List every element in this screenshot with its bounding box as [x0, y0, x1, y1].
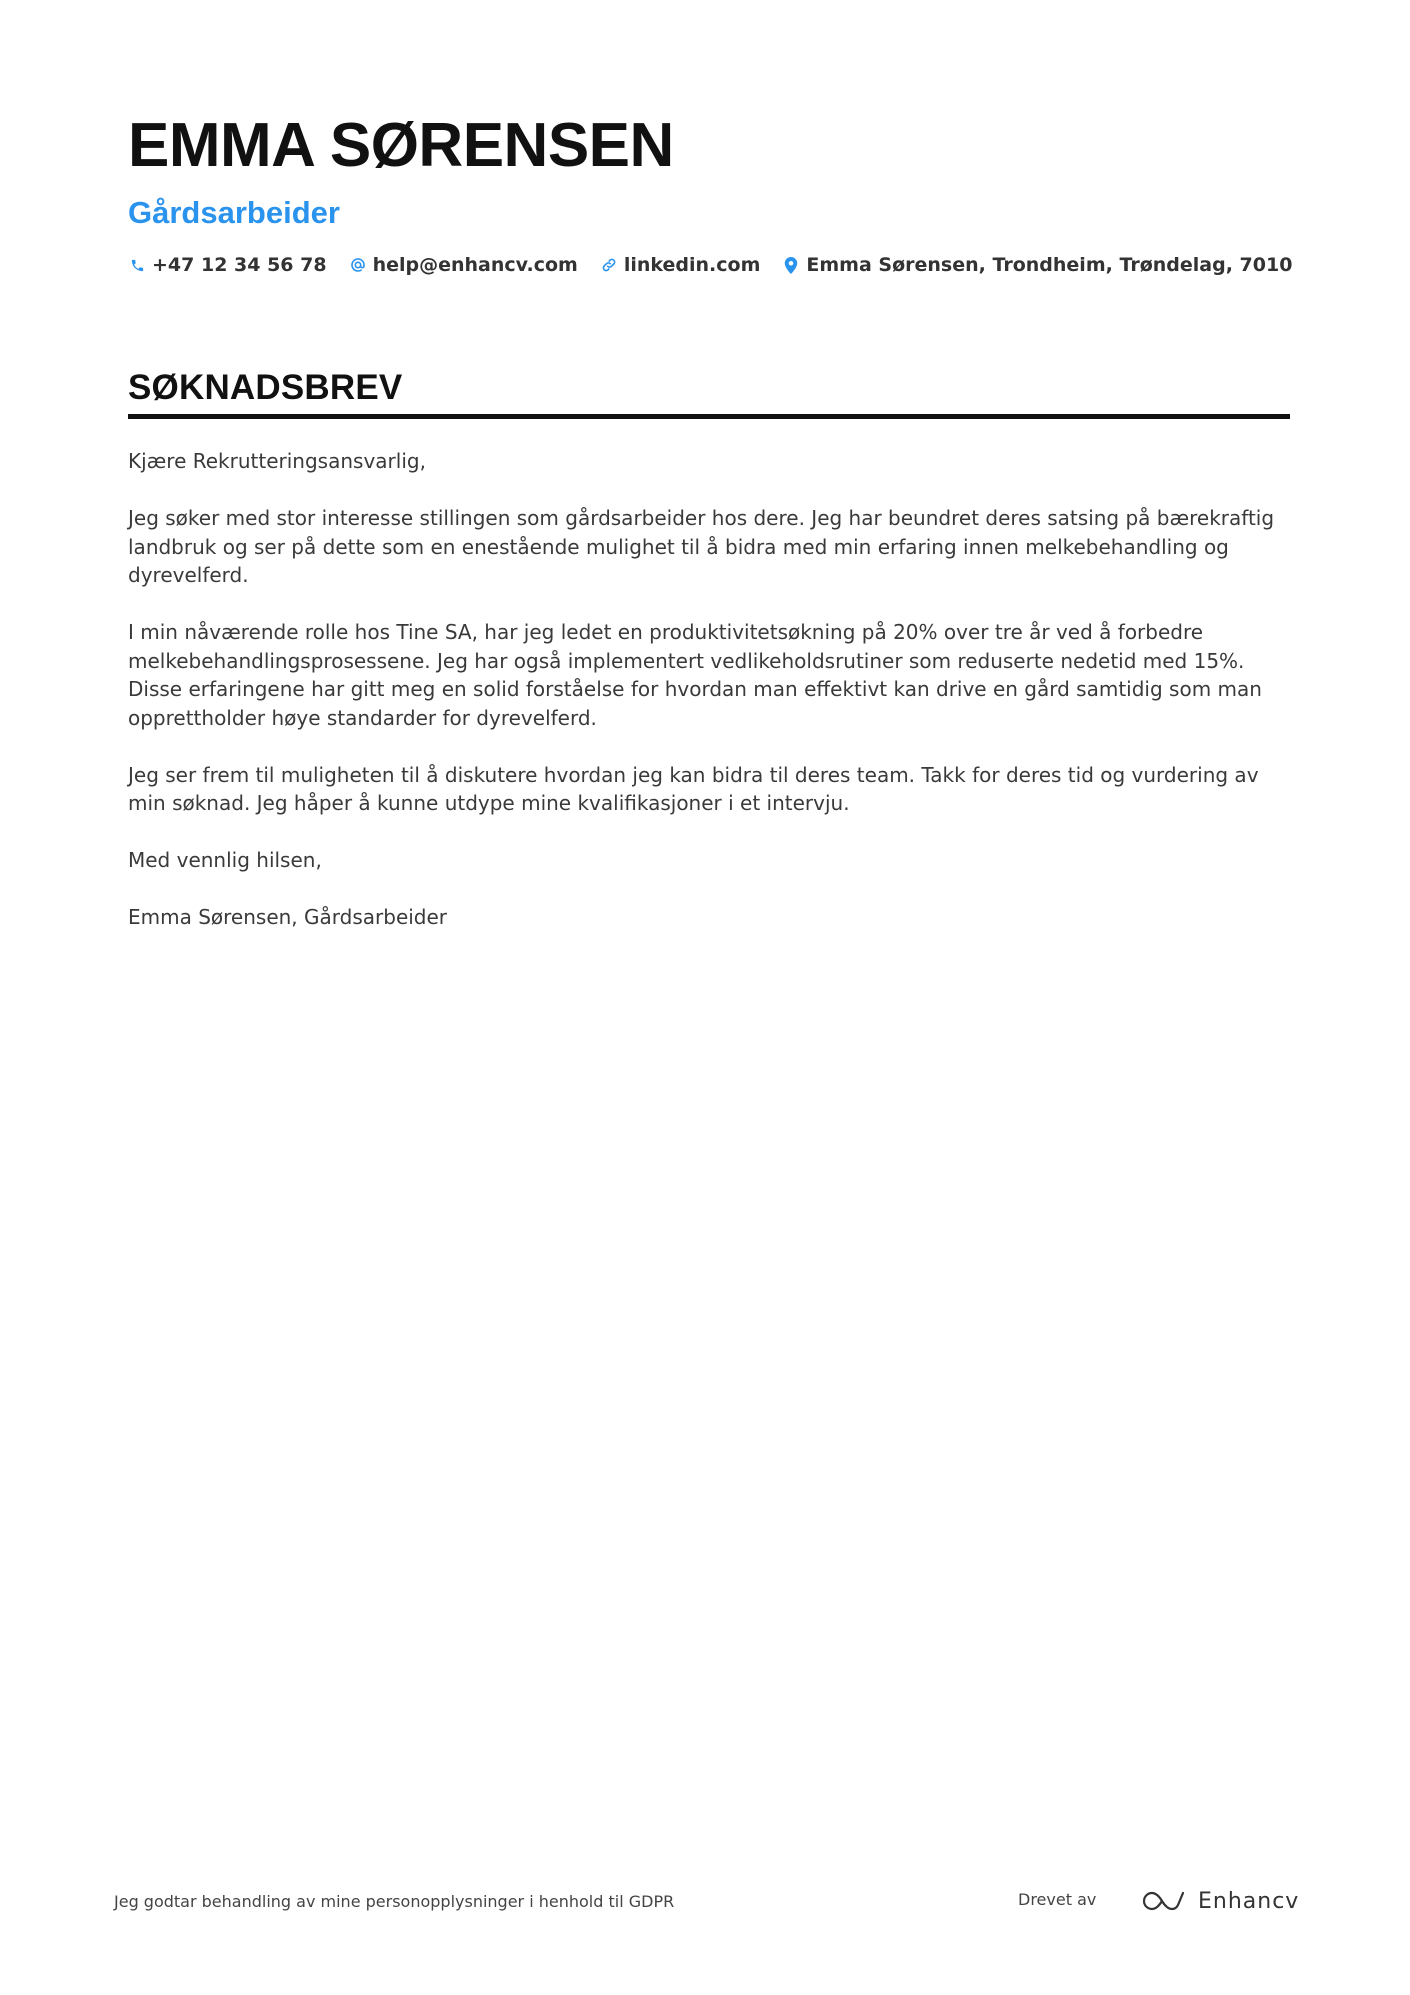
- contact-location-text: Emma Sørensen, Trondheim, Trøndelag, 7010: [806, 254, 1293, 276]
- candidate-name: EMMA SØRENSEN: [128, 111, 674, 180]
- section-title: SØKNADSBREV: [128, 368, 403, 407]
- footer: [114, 1886, 1300, 1922]
- letter-closing: Med vennlig hilsen,: [128, 848, 322, 872]
- contact-phone-text: +47 12 34 56 78: [152, 254, 327, 276]
- contact-linkedin-text[interactable]: linkedin.com: [623, 254, 761, 276]
- contact-location: [782, 254, 1292, 276]
- job-title: Gårdsarbeider: [128, 195, 340, 230]
- enhancv-brand[interactable]: [1140, 1886, 1299, 1916]
- gdpr-consent-note: Jeg godtar behandling av mine personopplysninger i henhold til GDPR: [114, 1892, 675, 1911]
- letter-body: [128, 447, 1290, 932]
- link-icon: [600, 255, 618, 275]
- contact-phone: [128, 254, 327, 276]
- enhancv-logo-icon: [1140, 1889, 1186, 1913]
- contact-info: [128, 254, 1293, 276]
- at-icon: [349, 255, 367, 275]
- contact-email-text[interactable]: help@enhancv.com: [372, 254, 578, 276]
- contact-email[interactable]: [349, 254, 578, 276]
- letter-paragraph: Jeg søker med stor interesse stillingen som gårdsarbeider hos dere. Jeg har beundret deres satsing på bærekraftig landbruk og ser på dette som en enestående mulighet til å bidra med min erfaring innen melkebehandling og dyrevelferd.: [128, 506, 1275, 587]
- location-pin-icon: [782, 255, 800, 275]
- letter-paragraph: I min nåværende rolle hos Tine SA, har jeg ledet en produktivitetsøkning på 20% over tre år ved å forbedre melkebehandlingsprosessene. Jeg har også implementert vedlikeholdsrutiner som reduserte nedetid med 15%. Disse erfaringene har gitt meg en solid forståelse for hvordan man effektivt kan drive en gård samtidig som man opprettholder høye standarder for dyrevelferd.: [128, 620, 1262, 730]
- cover-letter-section: [128, 366, 1290, 960]
- letter-paragraph: Jeg ser frem til muligheten til å diskutere hvordan jeg kan bidra til deres team. Takk for deres tid og vurdering av min søknad. Jeg håper å kunne utdype mine kvalifikasjoner i et intervju.: [128, 762, 1259, 815]
- phone-icon: [128, 255, 146, 275]
- header: [128, 108, 1293, 276]
- contact-linkedin[interactable]: [600, 254, 761, 276]
- powered-by-label: Drevet av: [1018, 1890, 1097, 1909]
- letter-signature: Emma Sørensen, Gårdsarbeider: [128, 905, 448, 929]
- brand-name: Enhancv: [1198, 1888, 1300, 1914]
- section-divider: [128, 414, 1290, 419]
- letter-greeting: Kjære Rekrutteringsansvarlig,: [128, 449, 426, 473]
